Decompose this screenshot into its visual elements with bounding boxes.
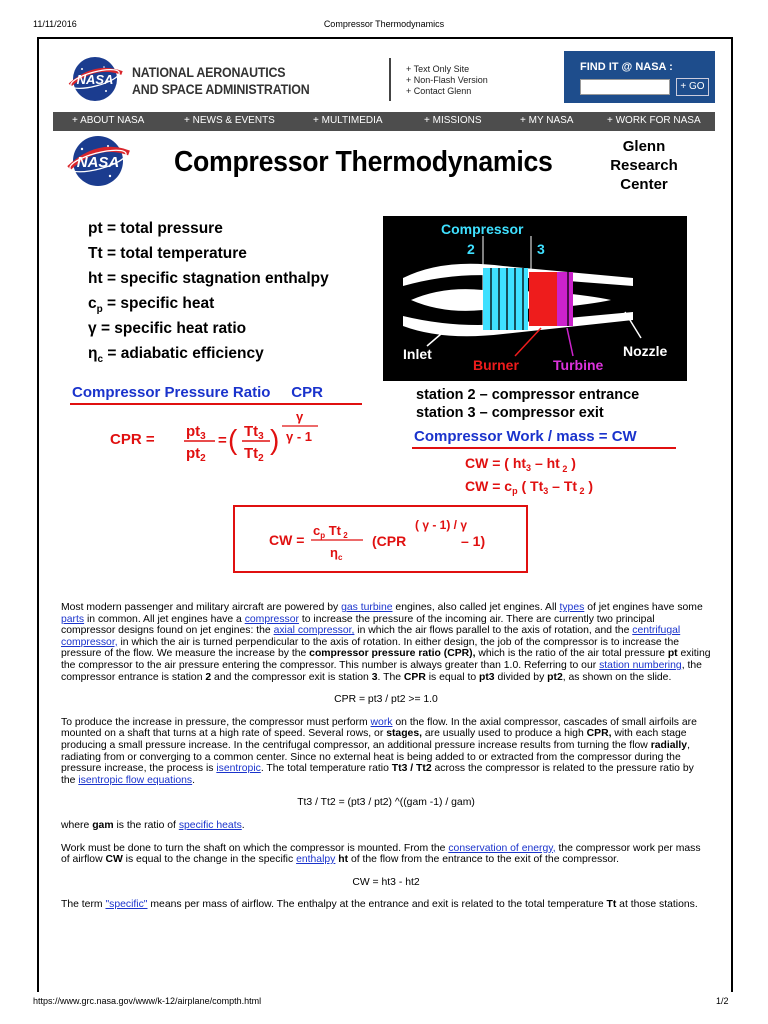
- quick-links: [406, 64, 488, 97]
- cpr-formula: [110, 405, 350, 465]
- text-run: in which the air is turned perpendicular to the axis of rotation. In either design, the job of the compressor is to increase the pressure of the flow. We measure the increase by the: [61, 636, 679, 660]
- text-run: .: [192, 774, 196, 786]
- symbol-definitions: [88, 216, 329, 366]
- center-line-1: Glenn: [622, 138, 666, 155]
- cpr-heading-text: Compressor Pressure Ratio: [72, 384, 271, 401]
- link-text-only[interactable]: + Text Only Site: [406, 64, 470, 74]
- def-ht: [88, 266, 329, 291]
- paragraph-intro: [61, 602, 711, 683]
- agency-line-2: AND SPACE ADMINISTRATION: [132, 82, 310, 97]
- def-symbol: c: [88, 295, 97, 312]
- text-run: means per mass of airflow. The enthalpy at the entrance and exit is related to the total temperature: [147, 899, 607, 911]
- paragraph-gam: [61, 820, 711, 832]
- text-run: and the compressor exit is station: [211, 671, 372, 683]
- def-eta: [88, 341, 329, 366]
- text-run: is equal to the change in the specific: [122, 854, 297, 866]
- center-line-2: Research: [610, 157, 678, 174]
- header-divider: [389, 58, 391, 101]
- svg-text:NASA: NASA: [76, 154, 120, 171]
- article-body: [61, 602, 711, 922]
- paragraph-work: [61, 717, 711, 787]
- svg-text:CW = ( ht3 – ht 2 ): CW = ( $ht_3$ – ht $_2$ ): [465, 455, 576, 474]
- text-run: is equal to: [425, 671, 479, 683]
- page-title: Compressor Thermodynamics: [174, 146, 553, 178]
- def-text: = specific heat: [107, 295, 215, 312]
- bold-term: stages,: [386, 728, 422, 740]
- inline-link[interactable]: conservation of energy,: [448, 842, 556, 854]
- def-cp: [88, 291, 329, 316]
- bold-term: 2: [205, 671, 212, 683]
- def-pt: [88, 216, 329, 241]
- nav-multimedia[interactable]: + MULTIMEDIA: [313, 115, 383, 126]
- cw-boxed-formula: [233, 505, 528, 573]
- nav-news-events[interactable]: + NEWS & EVENTS: [184, 115, 275, 126]
- bold-term: compressor pressure ratio (CPR),: [309, 648, 476, 660]
- def-gamma: [88, 316, 329, 341]
- print-page-number: 1/2: [716, 996, 729, 1006]
- svg-text:cp Tt 2: $c_p$ Tt $_2$: [313, 523, 348, 540]
- def-text: = specific heat ratio: [100, 320, 247, 337]
- bold-term: radially: [650, 739, 688, 751]
- svg-text:(CPR: (CPR: [372, 533, 407, 549]
- nav-about-nasa[interactable]: + ABOUT NASA: [72, 115, 145, 126]
- equation-cpr: CPR = pt3 / pt2 >= 1.0: [334, 694, 438, 706]
- inline-link[interactable]: compressor: [244, 613, 299, 625]
- text-run: Work must be done to turn the shaft on which the compressor is mounted. From the: [61, 842, 449, 854]
- inline-link[interactable]: isentropic: [216, 763, 261, 775]
- diagram-label-station-3: 3: [537, 241, 545, 257]
- paragraph-specific: [61, 899, 711, 911]
- text-run: , radiating from or converging to a common center. Since no external heat is being added to or extracted from the compressor during the pressure increase, the process is: [61, 739, 690, 775]
- station-2-label: station 2 – compressor entrance: [416, 387, 640, 403]
- text-run: .: [241, 819, 245, 831]
- text-run: is the ratio of: [113, 819, 179, 831]
- station-3-label: station 3 – compressor exit: [416, 405, 604, 421]
- diagram-label-compressor: Compressor: [441, 221, 524, 237]
- text-run: in common. All jet engines have a: [84, 613, 245, 625]
- svg-text:CW =: CW =: [269, 532, 305, 548]
- inline-link[interactable]: work: [370, 716, 393, 728]
- engine-cutaway: [383, 216, 687, 381]
- svg-text:– 1): – 1): [461, 533, 486, 549]
- svg-text:Tt2: $Tt_2$: [244, 445, 264, 464]
- inline-link[interactable]: specific heats: [178, 819, 242, 831]
- diagram-label-burner: Burner: [473, 357, 519, 373]
- def-symbol: η: [88, 345, 98, 362]
- center-line-3: Center: [620, 176, 668, 193]
- svg-text:( γ - 1) / γ: ( γ - 1) / γ: [415, 518, 468, 532]
- cw-formulas: [460, 450, 660, 500]
- bold-term: ht: [338, 854, 349, 866]
- nasa-logo-small: [64, 133, 132, 189]
- inline-link[interactable]: gas turbine: [341, 602, 393, 613]
- svg-text:γ: γ: [296, 409, 304, 424]
- bold-term: gam: [92, 819, 114, 831]
- def-symbol: pt: [88, 220, 103, 237]
- equation-temperature-ratio: Tt3 / Tt2 = (pt3 / pt2) ^((gam -1) / gam): [297, 797, 475, 809]
- nav-work-for-nasa[interactable]: + WORK FOR NASA: [607, 115, 701, 126]
- svg-text:Tt3: $Tt_3$: [244, 423, 264, 442]
- engine-diagram: [383, 216, 687, 381]
- text-run: on the flow. In the axial compressor, cascades of small airfoils are mounted on a shaft that turns at a high rate of speed. Several rows, or: [61, 716, 697, 740]
- text-run: exiting the compressor to the air pressure entering the compressor. This number is always greater than 1.0. Referring to our: [61, 648, 711, 671]
- inline-link[interactable]: centrifugal compressor,: [61, 625, 681, 648]
- cpr-abbr: CPR: [291, 384, 323, 401]
- text-run: , the compressor entrance is station: [61, 659, 702, 683]
- svg-text:pt3: $pt_3$: [186, 423, 206, 442]
- def-symbol: ht: [88, 270, 103, 287]
- svg-text:ηc: $\eta_c$: [330, 545, 343, 562]
- text-run: divided by: [494, 671, 548, 683]
- find-it-label: FIND IT @ NASA :: [580, 61, 673, 73]
- inline-link[interactable]: axial compressor,: [273, 625, 355, 637]
- bold-term: pt3: [479, 671, 495, 683]
- inline-link[interactable]: isentropic flow equations: [78, 774, 193, 786]
- text-run: in which the air flows parallel to the axis of rotation, and the: [354, 625, 633, 637]
- glenn-research-center: [604, 137, 684, 194]
- equation-cw: CW = ht3 - ht2: [352, 876, 420, 888]
- bold-term: Tt: [606, 899, 617, 911]
- inline-link[interactable]: station numbering: [599, 659, 682, 671]
- print-date: 11/11/2016: [33, 19, 77, 29]
- text-run: at those stations.: [616, 899, 698, 911]
- inline-link[interactable]: enthalpy: [296, 854, 336, 866]
- text-run: of the flow from the entrance to the exit of the compressor.: [348, 854, 619, 866]
- text-run: To produce the increase in pressure, the compressor must perform: [61, 716, 371, 728]
- bold-term: 3: [371, 671, 378, 683]
- text-run: , as shown on the slide.: [562, 671, 672, 683]
- inline-link[interactable]: types: [559, 602, 585, 613]
- inline-link[interactable]: parts: [61, 613, 85, 625]
- text-run: of jet engines have some: [584, 602, 703, 613]
- def-text: = adiabatic efficiency: [107, 345, 264, 362]
- def-subscript: p: [96, 304, 103, 316]
- print-url: https://www.grc.nasa.gov/www/k-12/airplane/compth.html: [33, 996, 262, 1006]
- inline-link[interactable]: "specific": [105, 899, 148, 911]
- paragraph-energy: [61, 843, 711, 866]
- diagram-label-inlet: Inlet: [403, 346, 432, 362]
- bold-term: pt: [667, 648, 678, 660]
- print-page-title: Compressor Thermodynamics: [323, 19, 445, 29]
- text-run: across the compressor is related to the pressure ratio by the: [61, 763, 694, 786]
- text-run: to increase the pressure of the incoming air. There are currently two principal compressor designs found on jet engines: the: [61, 613, 655, 637]
- def-symbol: γ: [88, 320, 97, 337]
- text-run: the compressor work per mass of airflow: [61, 842, 701, 866]
- diagram-label-nozzle: Nozzle: [623, 343, 668, 359]
- agency-line-1: NATIONAL AERONAUTICS: [132, 65, 286, 80]
- text-run: where: [61, 819, 93, 831]
- text-run: The term: [61, 899, 106, 911]
- station-legend: [416, 386, 639, 422]
- def-text: = total pressure: [106, 220, 223, 237]
- text-run: . The total temperature ratio: [260, 763, 392, 775]
- text-run: which is the ratio of the air total pressure: [475, 648, 668, 660]
- text-run: . The: [377, 671, 404, 683]
- link-non-flash[interactable]: + Non-Flash Version: [406, 75, 488, 85]
- bold-term: CW: [105, 854, 123, 866]
- bold-term: Tt3 / Tt2: [391, 763, 432, 775]
- svg-text:(: (: [228, 424, 238, 455]
- text-run: are usually used to produce a high: [422, 728, 587, 740]
- text-run: Most modern passenger and military aircraft are powered by: [61, 602, 342, 613]
- search-input[interactable]: [580, 79, 670, 95]
- nav-missions[interactable]: + MISSIONS: [424, 115, 482, 126]
- def-text: = total temperature: [106, 245, 247, 262]
- go-button[interactable]: + GO: [676, 78, 709, 96]
- agency-name: [132, 64, 310, 98]
- cw-efficiency-formula: [235, 507, 526, 571]
- svg-text:NASA: NASA: [76, 72, 114, 87]
- def-tt: [88, 241, 329, 266]
- nasa-meatball-logo[interactable]: [66, 55, 124, 103]
- text-run: engines, also called jet engines. All: [392, 602, 560, 613]
- cw-underline: [412, 447, 676, 449]
- cw-heading: Compressor Work / mass = CW: [414, 428, 637, 445]
- svg-text:γ - 1: γ - 1: [286, 429, 313, 444]
- svg-text:): ): [270, 424, 280, 455]
- svg-text:pt2: $pt_2$: [186, 445, 206, 464]
- svg-text:=: =: [218, 432, 227, 449]
- def-subscript: c: [97, 354, 104, 366]
- def-symbol: Tt: [88, 245, 103, 262]
- cpr-heading: [72, 384, 323, 401]
- bold-term: CPR,: [586, 728, 612, 740]
- bold-term: CPR: [403, 671, 426, 683]
- diagram-label-station-2: 2: [467, 241, 475, 257]
- svg-text:CW = cp ( Tt3 – Tt 2 ): CW = $c_p$ ( $Tt_3$ – Tt $_2$ ): [465, 478, 594, 496]
- cpr-lhs: CPR =: [110, 431, 155, 448]
- bold-term: pt2: [547, 671, 563, 683]
- def-text: = specific stagnation enthalpy: [106, 270, 329, 287]
- diagram-label-turbine: Turbine: [553, 357, 604, 373]
- nav-my-nasa[interactable]: + MY NASA: [520, 115, 574, 126]
- link-contact-glenn[interactable]: + Contact Glenn: [406, 86, 472, 96]
- text-run: with each stage producing a small pressure increase. In the centrifugal compressor, an additional pressure increase results from turning the flow: [61, 728, 687, 751]
